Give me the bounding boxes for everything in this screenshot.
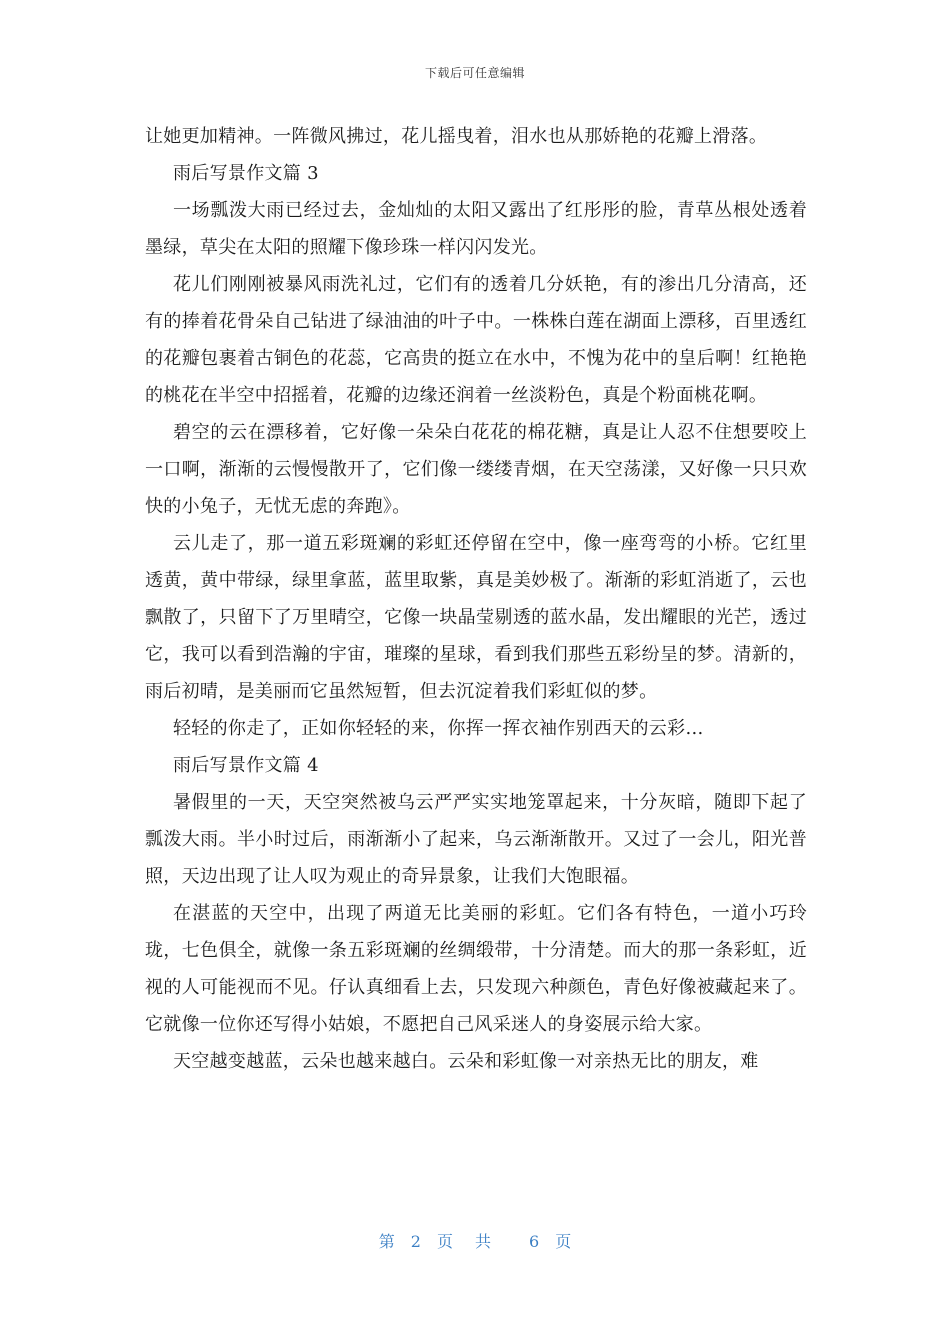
paragraph: 暑假里的一天，天空突然被乌云严严实实地笼罩起来，十分灰暗，随即下起了瓢泼大雨。半小时过后，雨渐渐小了起来，乌云渐渐散开。又过了一会儿，阳光普照，天边出现了让人叹为观止的奇异景象，让我们大饱眼福。	[145, 792, 807, 887]
section-heading: 雨后写景作文篇 3	[173, 163, 319, 184]
page-header: 下载后可任意编辑	[424, 66, 525, 80]
footer-label-di: 第	[378, 1232, 395, 1251]
paragraph: 让她更加精神。一阵微风拂过，花儿摇曳着，泪水也从那娇艳的花瓣上滑落。	[145, 126, 768, 147]
paragraph: 碧空的云在漂移着，它好像一朵朵白花花的棉花糖，真是让人忍不住想要咬上一口啊，渐渐的云慢慢散开了，它们像一缕缕青烟，在天空荡漾，又好像一只只欢快的小兔子，无忧无虑的奔跑》。	[145, 422, 807, 517]
footer-label-ye-gong: 页共	[436, 1232, 513, 1251]
document-body	[145, 118, 807, 1080]
footer-total-pages: 6	[529, 1232, 540, 1251]
paragraph: 云儿走了，那一道五彩斑斓的彩虹还停留在空中，像一座弯弯的小桥。它红里透黄，黄中带绿，绿里拿蓝，蓝里取紫，真是美妙极了。渐渐的彩虹消逝了，云也飘散了，只留下了万里晴空，它像一块晶莹剔透的蓝水晶，发出耀眼的光芒，透过它，我可以看到浩瀚的宇宙，璀璨的星球，看到我们那些五彩纷呈的梦。清新的，雨后初晴，是美丽而它虽然短暂，但去沉淀着我们彩虹似的梦。	[145, 533, 807, 702]
paragraph: 在湛蓝的天空中，出现了两道无比美丽的彩虹。它们各有特色，一道小巧玲珑，七色俱全，就像一条五彩斑斓的丝绸缎带，十分清楚。而大的那一条彩虹，近视的人可能视而不见。仔认真细看上去，只发现六种颜色，青色好像被藏起来了。它就像一位你还写得小姑娘，不愿把自己风采迷人的身姿展示给大家。	[145, 903, 807, 1035]
paragraph: 一场瓢泼大雨已经过去，金灿灿的太阳又露出了红彤彤的脸，青草丛根处透着墨绿，草尖在太阳的照耀下像珍珠一样闪闪发光。	[145, 200, 807, 258]
paragraph: 轻轻的你走了，正如你轻轻的来，你挥一挥衣袖作别西天的云彩…	[173, 718, 704, 739]
footer-current-page: 2	[410, 1232, 421, 1251]
footer-label-ye: 页	[555, 1232, 572, 1251]
page-footer	[0, 1229, 950, 1252]
paragraph: 天空越变越蓝，云朵也越来越白。云朵和彩虹像一对亲热无比的朋友，难	[173, 1051, 759, 1072]
section-heading: 雨后写景作文篇 4	[173, 755, 319, 776]
paragraph: 花儿们刚刚被暴风雨洗礼过，它们有的透着几分妖艳，有的渗出几分清高，还有的捧着花骨朵自己钻进了绿油油的叶子中。一株株白莲在湖面上漂移，百里透红的花瓣包裹着古铜色的花蕊，它高贵的挺立在水中，不愧为花中的皇后啊！红艳艳的桃花在半空中招摇着，花瓣的边缘还润着一丝淡粉色，真是个粉面桃花啊。	[145, 274, 807, 406]
